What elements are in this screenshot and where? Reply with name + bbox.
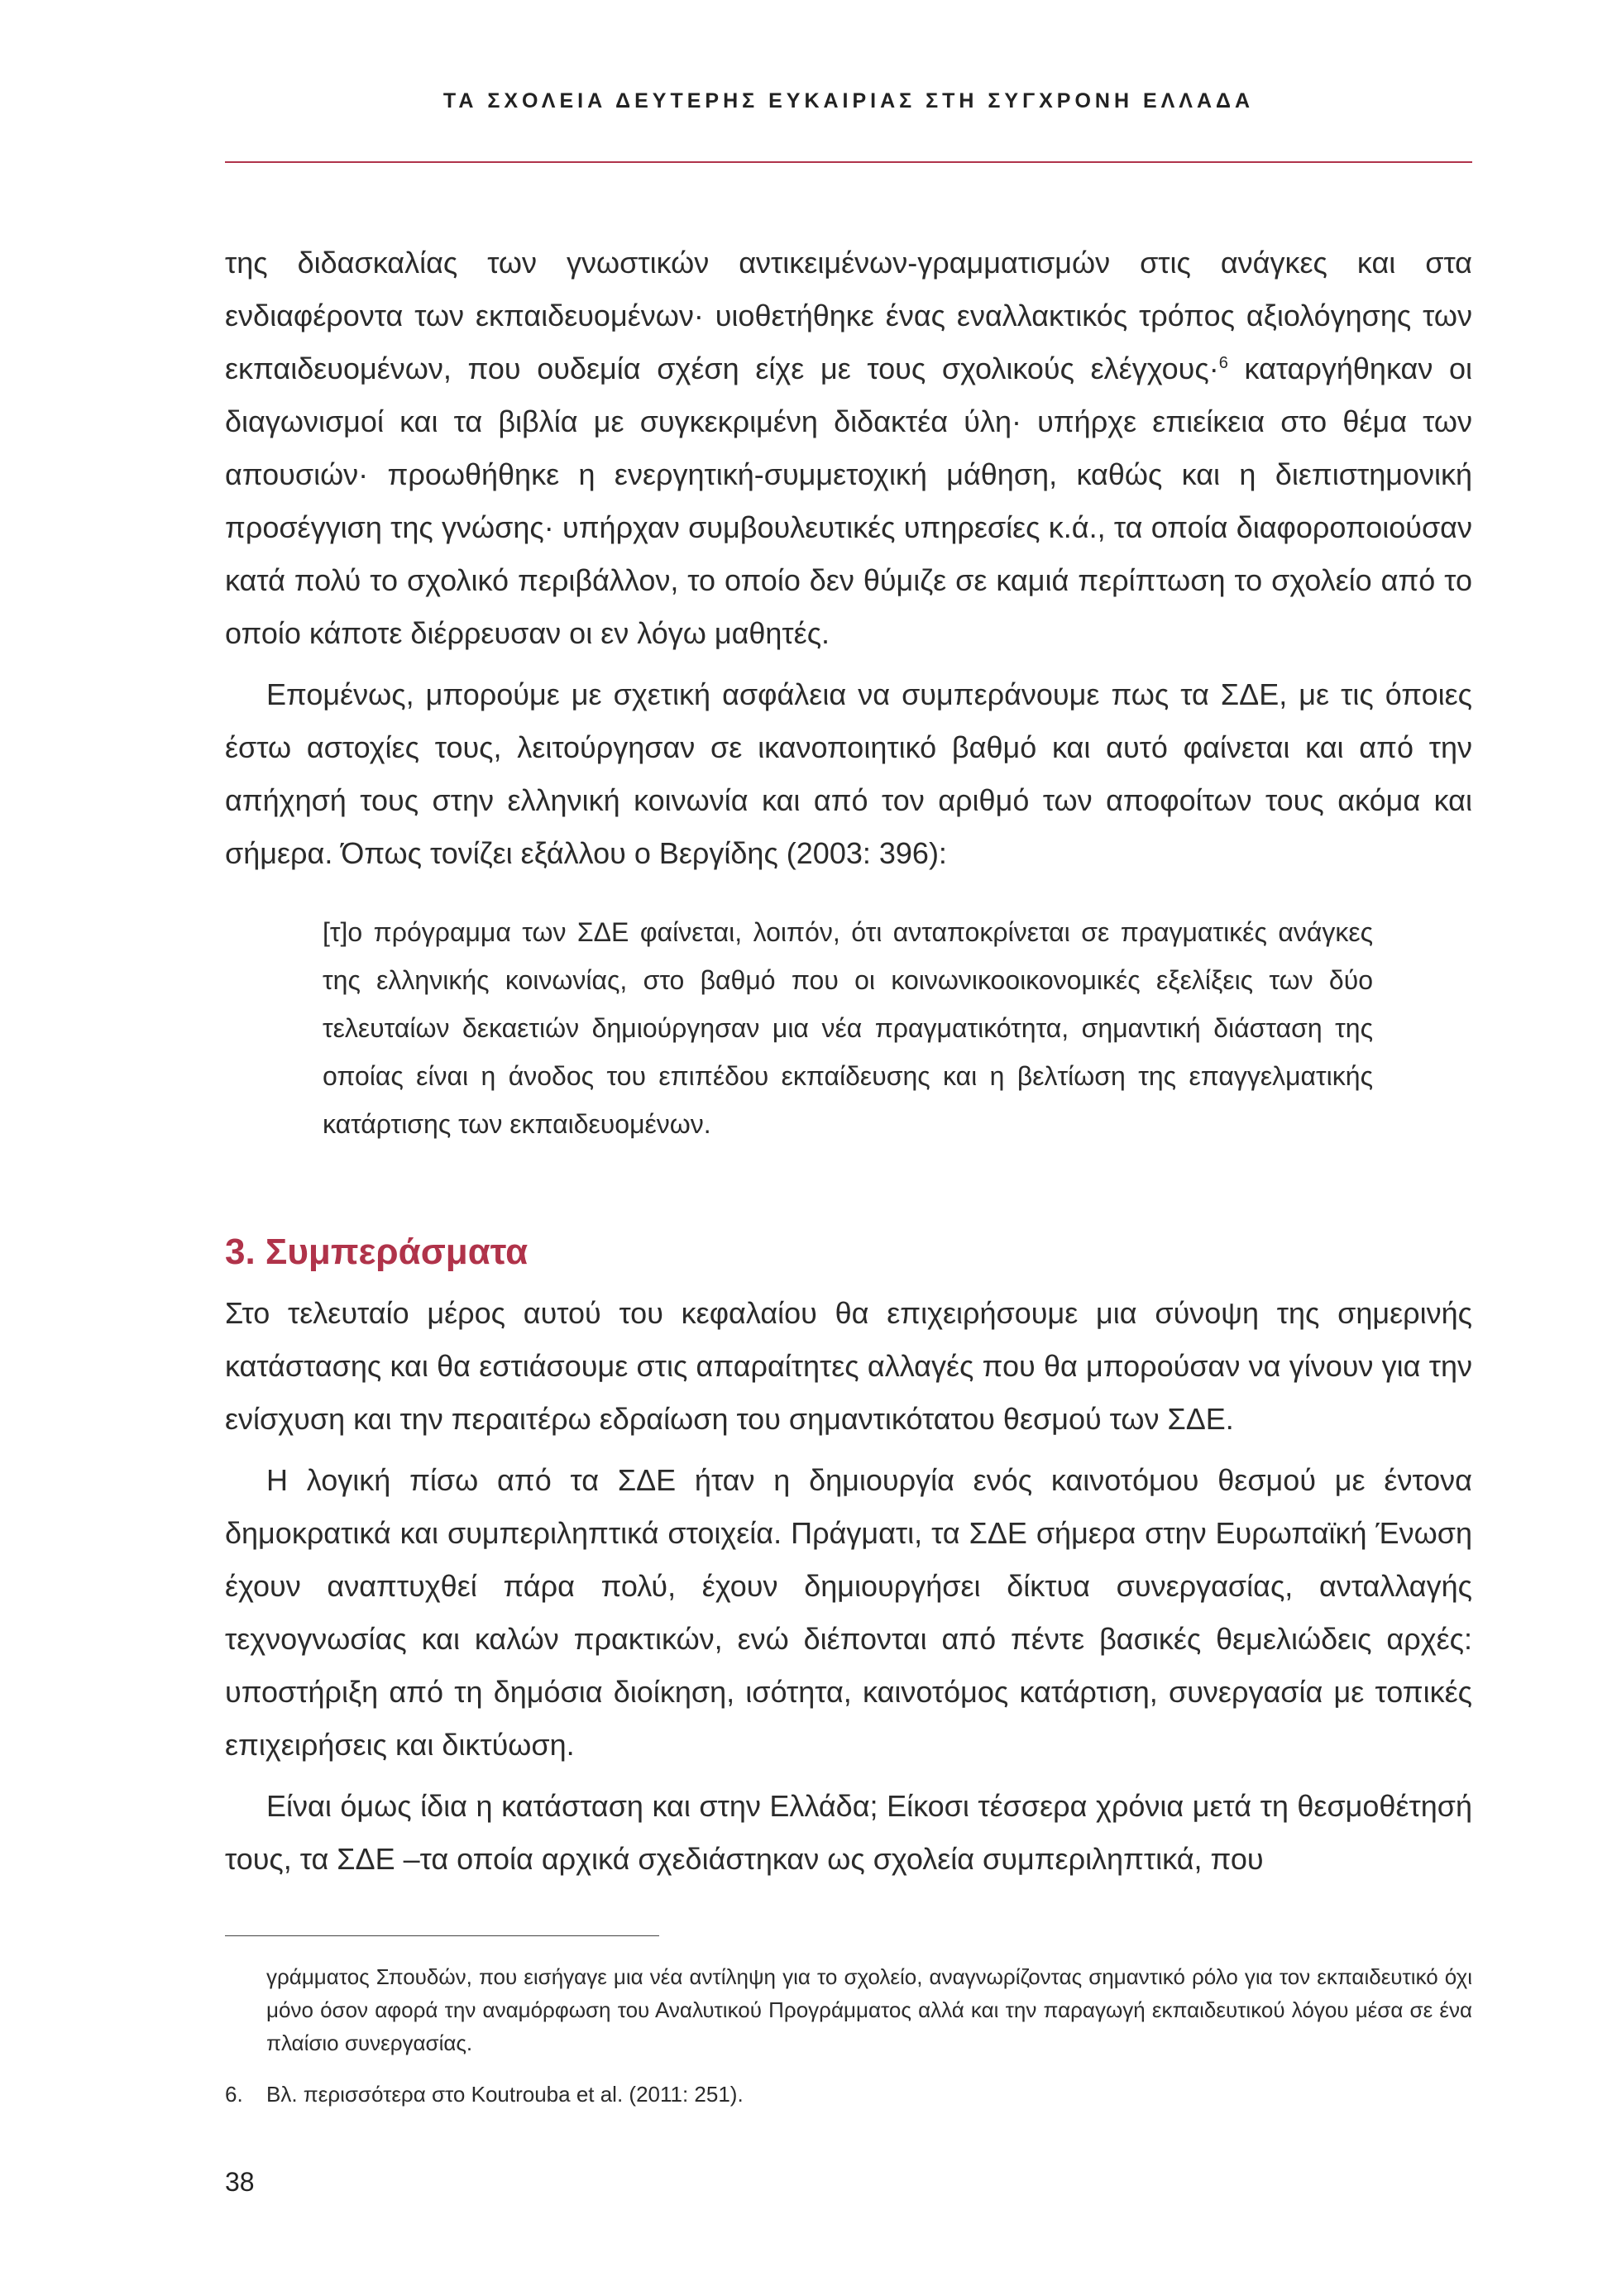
footnote-text: Βλ. περισσότερα στο Koutrouba et al. (2011: 251). xyxy=(266,2082,744,2107)
header-rule xyxy=(225,161,1472,163)
paragraph-3: Στο τελευταίο μέρος αυτού του κεφαλαίου θα επιχειρήσουμε μια σύνοψη της σημερινής κατάστασης και θα εστιάσουμε στις απαραίτητες αλλαγές που θα μπορούσαν να γίνουν για την ενίσχυση και την περαιτέρω εδραίωση του σημαντικότατου θεσμού των ΣΔΕ. xyxy=(225,1296,1472,1436)
paragraph-5: Είναι όμως ίδια η κατάσταση και στην Ελλάδα; Είκοσι τέσσερα χρόνια μετά τη θεσμοθέτησή τους, τα ΣΔΕ –τα οποία αρχικά σχεδιάστηκαν ως σχολεία συμπεριληπτικά, που xyxy=(225,1789,1472,1876)
page-number: 38 xyxy=(225,2167,255,2197)
paragraph-2: Επομένως, μπορούμε με σχετική ασφάλεια να συμπεράνουμε πως τα ΣΔΕ, με τις όποιες έστω αστοχίες τους, λειτούργησαν σε ικανοποιητικό βαθμό και αυτό φαίνεται και από την απήχησή τους στην ελληνική κοινωνία και από τον αριθμό των αποφοίτων τους ακόμα και σήμερα. Όπως τονίζει εξάλλου ο Βεργίδης (2003: 396): xyxy=(225,677,1472,870)
paragraph-1-text-a: της διδασκαλίας των γνωστικών αντικειμένων-γραμματισμών στις ανάγκες και στα ενδιαφέροντα των εκπαιδευομένων· υιοθετήθηκε ένας εναλλακτικός τρόπος αξιολόγησης των εκπαιδευομένων, που ουδεμία σχέση είχε με τους σχολικούς ελέγχους· xyxy=(225,246,1472,385)
paragraph-1-text-b: καταργήθηκαν οι διαγωνισμοί και τα βιβλία με συγκεκριμένη διδακτέα ύλη· υπήρχε επιείκεια στο θέμα των απουσιών· προωθήθηκε η ενεργητική-συμμετοχική μάθηση, καθώς και η διεπιστημονική προσέγγιση της γνώσης· υπήρχαν συμβουλευτικές υπηρεσίες κ.ά., τα οποία διαφοροποιούσαν κατά πολύ το σχολικό περιβάλλον, το οποίο δεν θύμιζε σε καμιά περίπτωση το σχολείο από το οποίο κάποτε διέρρευσαν οι εν λόγω μαθητές. xyxy=(225,352,1473,650)
footnotes xyxy=(225,1960,1472,2111)
main-text xyxy=(225,237,1472,1886)
footnote-6 xyxy=(225,2078,1472,2111)
footnote-ref-6: 6 xyxy=(1218,354,1228,372)
footnote-continuation: γράμματος Σπουδών, που εισήγαγε μια νέα αντίληψη για το σχολείο, αναγνωρίζοντας σημαντικό ρόλο για τον εκπαιδευτικό όχι μόνο όσον αφορά την αναμόρφωση του Αναλυτικού Προγράμματος αλλά και την παραγωγή εκπαιδευτικού λόγου μέσα σε ένα πλαίσιο συνεργασίας. xyxy=(266,1964,1472,2055)
footnote-number: 6. xyxy=(225,2082,243,2107)
paragraph-1 xyxy=(225,237,1472,660)
paragraph-4: Η λογική πίσω από τα ΣΔΕ ήταν η δημιουργία ενός καινοτόμου θεσμού με έντονα δημοκρατικά και συμπεριληπτικά στοιχεία. Πράγματι, τα ΣΔΕ σήμερα στην Ευρωπαϊκή Ένωση έχουν αναπτυχθεί πάρα πολύ, έχουν δημιουργήσει δίκτυα συνεργασίας, ανταλλαγής τεχνογνωσίας και καλών πρακτικών, ενώ διέπονται από πέντε βασικές θεμελιώδεις αρχές: υποστήριξη από τη δημόσια διοίκηση, ισότητα, καινοτόμος κατάρτιση, συνεργασία με τοπικές επιχειρήσεις και δικτύωση. xyxy=(225,1463,1472,1762)
footnote-rule xyxy=(225,1935,659,1936)
running-header: ΤΑ ΣΧΟΛΕΙΑ ΔΕΥΤΕΡΗΣ ΕΥΚΑΙΡΙΑΣ ΣΤΗ ΣΥΓΧΡΟΝΗ ΕΛΛΑΔΑ xyxy=(442,89,1255,112)
section-title: 3. Συμπεράσματα xyxy=(225,1232,529,1272)
block-quote: [τ]ο πρόγραμμα των ΣΔΕ φαίνεται, λοιπόν, ότι ανταποκρίνεται σε πραγματικές ανάγκες της ελληνικής κοινωνίας, στο βαθμό που οι κοινωνικοοικονομικές εξελίξεις των δύο τελευταίων δεκαετιών δημιούργησαν μια νέα πραγματικότητα, σημαντική διάσταση της οποίας είναι η άνοδος του επιπέδου εκπαίδευσης και η βελτίωση της επαγγελματικής κατάρτισης των εκπαιδευομένων. xyxy=(323,917,1373,1139)
